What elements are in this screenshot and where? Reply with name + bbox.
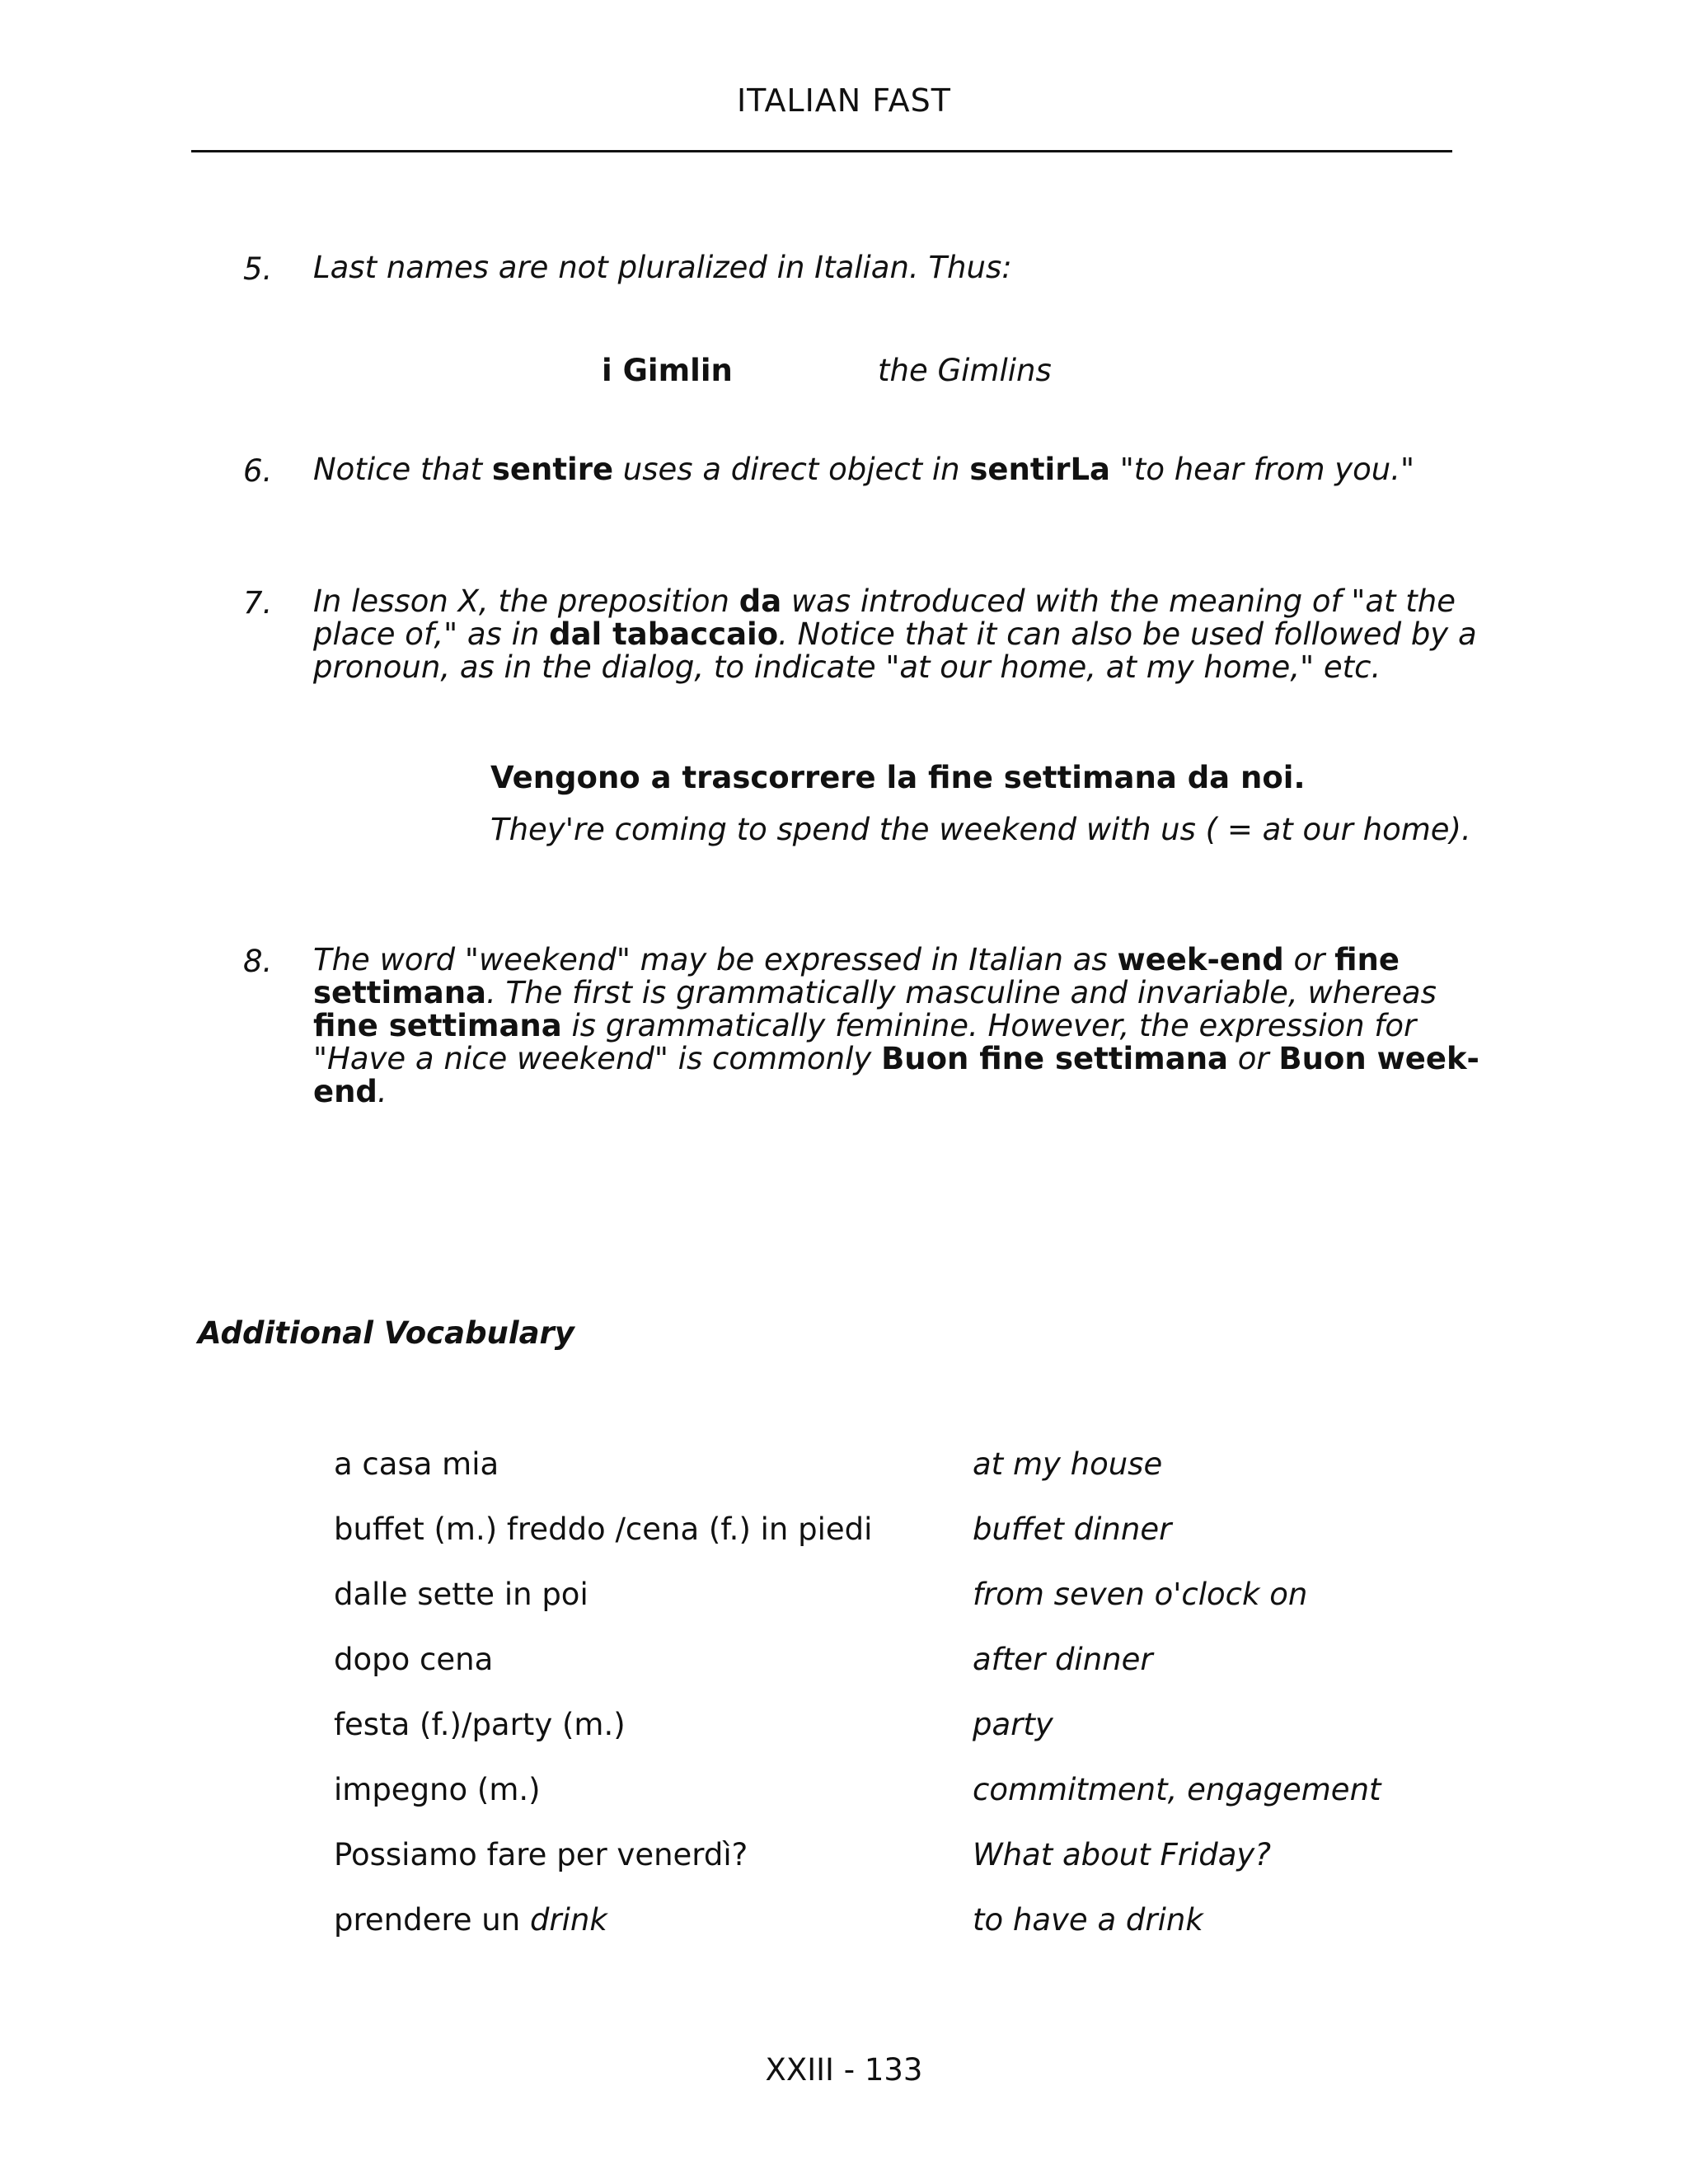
- note-7-text: In lesson X, the preposition da was introduced with the meaning of "at the place of," as in dal tabaccaio. Notice that it can also be used followed by a pronoun, as in the dialog, to indicate "at our home, at my home," etc.: [313, 583, 1477, 685]
- vocab-italian-7: Possiamo fare per venerdì?: [334, 1837, 748, 1872]
- running-header: ITALIAN FAST: [736, 82, 952, 119]
- vocab-italian-5: festa (f.)/party (m.): [334, 1707, 626, 1742]
- vocab-italian-6: impegno (m.): [334, 1772, 541, 1807]
- note-7-example-english: They're coming to spend the weekend with us ( = at our home).: [490, 812, 1471, 847]
- note-6-number: 6.: [243, 453, 273, 489]
- note-8-number: 8.: [243, 944, 273, 979]
- vocab-english-8: to have a drink: [973, 1902, 1203, 1938]
- note-5-text: Last names are not pluralized in Italian. Thus:: [313, 250, 1012, 285]
- note-5-example-english: the Gimlins: [878, 353, 1052, 388]
- page-number: XXIII - 133: [765, 2052, 923, 2088]
- vocab-italian-2: buffet (m.) freddo /cena (f.) in piedi: [334, 1511, 873, 1547]
- vocab-italian-3: dalle sette in poi: [334, 1577, 588, 1612]
- note-7-number: 7.: [243, 585, 273, 621]
- vocab-italian-1: a casa mia: [334, 1446, 499, 1482]
- vocab-english-2: buffet dinner: [973, 1511, 1172, 1547]
- vocab-english-1: at my house: [973, 1446, 1163, 1482]
- vocab-english-4: after dinner: [973, 1642, 1153, 1677]
- vocab-english-3: from seven o'clock on: [973, 1577, 1308, 1612]
- vocab-italian-4: dopo cena: [334, 1642, 494, 1677]
- note-5-number: 5.: [243, 251, 273, 287]
- vocab-english-7: What about Friday?: [973, 1837, 1271, 1872]
- note-5-example-italian: i Gimlin: [602, 353, 733, 388]
- vocab-english-5: party: [973, 1707, 1053, 1742]
- note-8-text: The word "weekend" may be expressed in Italian as week-end or fine settimana. The first is grammatically masculine and invariable, whereas fine settimana is grammatically feminine. However, the expression for "Have a nice weekend" is commonly Buon fine settimana or Buon week-end.: [313, 942, 1479, 1109]
- note-6-text: Notice that sentire uses a direct object in sentirLa "to hear from you.": [313, 452, 1415, 487]
- header-rule: [191, 150, 1452, 152]
- note-7-example-italian: Vengono a trascorrere la fine settimana da noi.: [490, 760, 1306, 795]
- vocab-english-6: commitment, engagement: [973, 1772, 1381, 1807]
- vocab-italian-8: prendere un drink: [334, 1902, 607, 1938]
- vocabulary-title: Additional Vocabulary: [198, 1315, 574, 1351]
